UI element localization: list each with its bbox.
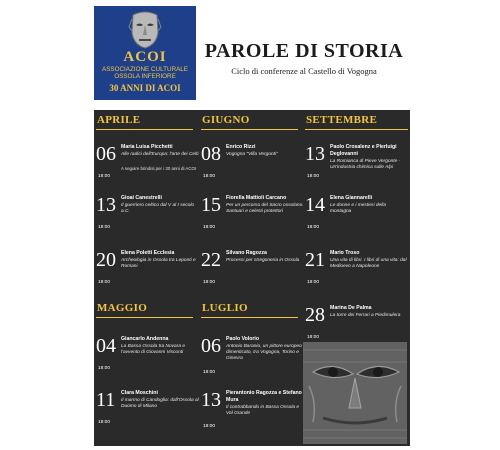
event-talk: Le donne e i mestieri della montagna xyxy=(330,203,386,214)
month-maggio: MAGGIO xyxy=(97,302,148,314)
event-day: 13 xyxy=(305,143,325,165)
event-time: 18:00 xyxy=(307,174,320,179)
event-talk: La Romianca di Pieve Vergonte - Un'industria chimica sulle Alpi xyxy=(330,159,401,170)
page-subtitle: Ciclo di conferenze al Castello di Vogogna xyxy=(231,66,377,76)
event-speaker: Pierantonio Ragozza e Stefano Mura xyxy=(226,390,302,403)
month-luglio: LUGLIO xyxy=(202,302,248,314)
event-day: 15 xyxy=(201,194,221,216)
event-day: 28 xyxy=(305,304,325,326)
month-settembre: SETTEMBRE xyxy=(306,114,378,126)
event-talk: Archeologia in Ossola tra Leponti e Romani xyxy=(121,258,196,269)
event-time: 18:00 xyxy=(203,225,216,230)
month-divider xyxy=(96,317,193,318)
event-talk: Antonio Baranio, un pittore europeo dimenticato, tra Vogogna, Torino e Ginevra xyxy=(226,344,302,361)
event-time: 18:00 xyxy=(98,366,111,371)
month-giugno: GIUGNO xyxy=(202,114,250,126)
event-time: 18:00 xyxy=(203,424,216,429)
event-talk: Alle radici dell'Europa: l'arte dei Celti xyxy=(121,152,199,157)
event-time: 18:00 xyxy=(98,280,111,285)
event-talk: Il contrabbando in Bassa Ossola e Val Grande xyxy=(226,405,300,416)
event-speaker: Giancarlo Andenna xyxy=(121,336,169,342)
month-divider xyxy=(96,129,193,130)
event-day: 11 xyxy=(96,389,116,411)
event-speaker: Paolo Volorio xyxy=(226,336,260,342)
event-speaker: Enrico Rizzi xyxy=(226,144,256,150)
event-day: 13 xyxy=(201,389,221,411)
logo-name-line1: ASSOCIAZIONE CULTURALE xyxy=(102,66,188,73)
poster xyxy=(94,6,410,446)
carved-mask-photo xyxy=(303,342,407,444)
event-time: 18:00 xyxy=(203,174,216,179)
event-day: 06 xyxy=(96,143,116,165)
event-time: 18:00 xyxy=(98,174,111,179)
event-talk: Il guerriero celtico dal V al I secolo a.C. xyxy=(121,203,195,214)
page-title: PAROLE DI STORIA xyxy=(204,40,404,62)
event-day: 21 xyxy=(305,249,325,271)
event-speaker: Paolo Crosalenz e Pierluigi Deglovanni xyxy=(330,144,397,157)
event-speaker: Silvano Ragozza xyxy=(226,250,267,256)
month-divider xyxy=(305,129,408,130)
event-talk: Processi per stregoneria in Ossola xyxy=(226,258,300,263)
event-talk: Il marmo di Candoglia: dall'Ossola al Duomo di Milano xyxy=(121,398,199,409)
logo-anniversary: 30 ANNI DI ACOI xyxy=(109,83,181,93)
event-speaker: Marina De Palma xyxy=(330,305,372,311)
acoi-logo xyxy=(94,6,196,100)
event-speaker: Gioai Canestrelli xyxy=(121,195,162,201)
event-speaker: Fiorella Mattioli Carcano xyxy=(226,195,287,201)
event-time: 18:00 xyxy=(98,225,111,230)
event-talk: La torre dei Ferrari a Piedimulera xyxy=(330,313,401,318)
event-talk: Per un percorso del Sacro ossolano. Santuari e celesti protettori xyxy=(226,203,304,214)
event-speaker: Maria Luisa Picchetti xyxy=(121,144,173,150)
event-day: 08 xyxy=(201,143,221,165)
event-talk: La Bassa Ossola tra Novara e l'avvento di Giovanni Visconti xyxy=(121,344,185,355)
month-divider xyxy=(201,129,298,130)
logo-association-name xyxy=(94,66,196,80)
event-day: 14 xyxy=(305,194,325,216)
event-time: 18:00 xyxy=(203,280,216,285)
event-time: 18:00 xyxy=(307,280,320,285)
month-aprile: APRILE xyxy=(97,114,141,126)
event-day: 04 xyxy=(96,335,116,357)
event-day: 20 xyxy=(96,249,116,271)
event-day: 06 xyxy=(201,335,221,357)
event-note: A seguire brindisi per i 30 anni di ACOI xyxy=(121,166,197,171)
event-time: 18:00 xyxy=(307,225,320,230)
event-talk: Vogogna "Villa Vergonti" xyxy=(226,152,278,157)
event-speaker: Mario Troso xyxy=(330,250,360,256)
event-speaker: Clara Moschini xyxy=(121,390,158,396)
event-speaker: Elena Poletti Ecclesia xyxy=(121,250,175,256)
event-day: 13 xyxy=(96,194,116,216)
logo-name-line2: OSSOLA INFERIORE xyxy=(114,73,176,80)
month-divider xyxy=(201,317,298,318)
event-speaker: Elena Giannarelli xyxy=(330,195,373,201)
event-time: 18:00 xyxy=(203,370,216,375)
event-time: 18:00 xyxy=(98,420,111,425)
logo-acronym: ACOI xyxy=(123,49,167,65)
program-panel xyxy=(94,110,410,446)
ancient-mask-icon xyxy=(127,11,163,49)
event-talk: Una vita di libri. I libri di una vita: dal Medioevo a Napoleone xyxy=(330,258,407,269)
event-day: 22 xyxy=(201,249,221,271)
event-time: 18:00 xyxy=(307,335,320,340)
